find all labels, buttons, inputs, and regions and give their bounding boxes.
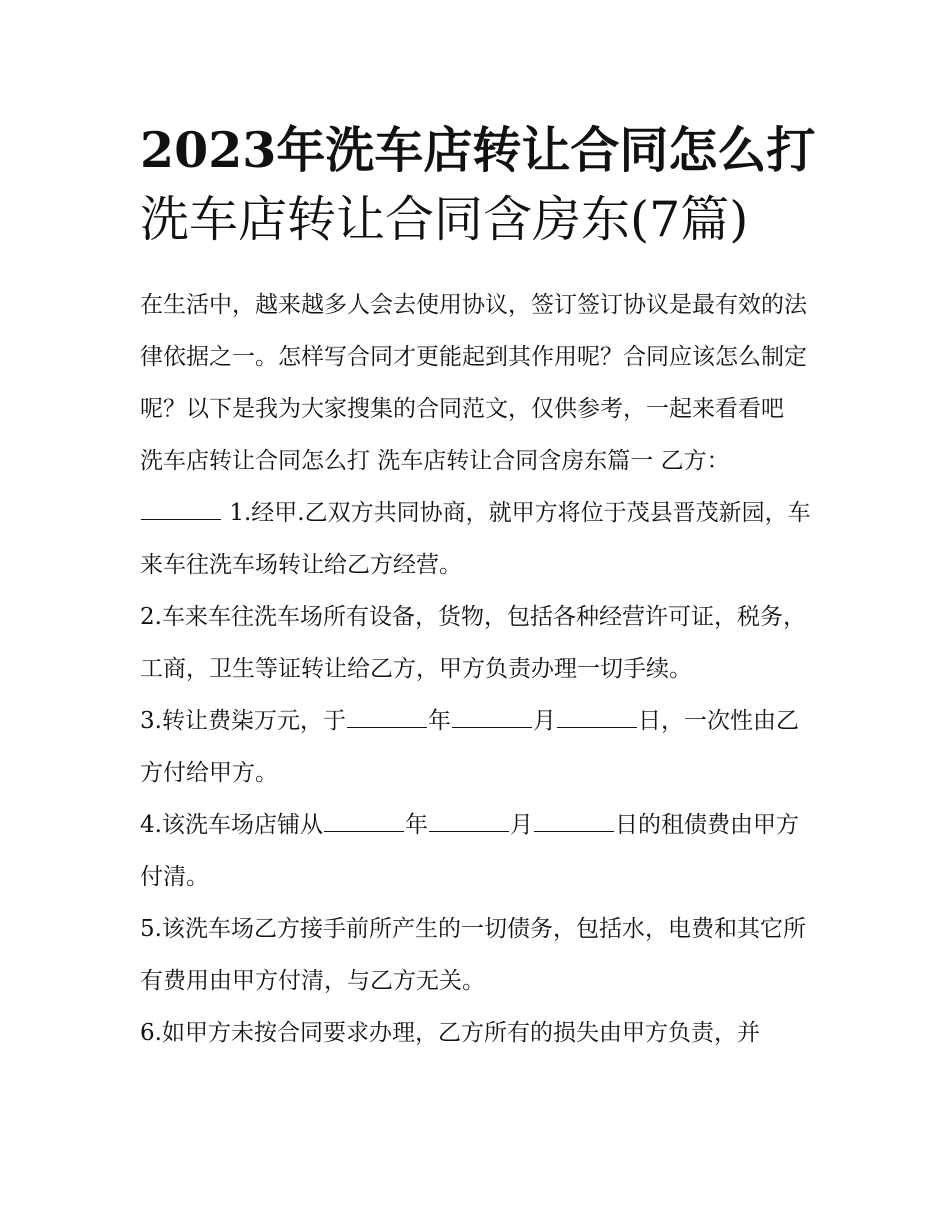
clause-1 <box>140 487 812 591</box>
clause-3 <box>140 695 812 799</box>
blank-line <box>452 704 532 728</box>
document-content <box>140 115 816 1059</box>
clause-3-month: 月 <box>532 708 556 734</box>
clause-4-text-start: 4.该洗车场店铺从 <box>140 812 323 838</box>
blank-line <box>557 704 637 728</box>
clause-3-text-start: 3.转让费柒万元，于 <box>140 708 346 734</box>
clause-4-year: 年 <box>404 812 428 838</box>
section-heading: 洗车店转让合同怎么打 洗车店转让合同含房东篇一 乙方： <box>140 448 730 474</box>
title-line-2: 洗车店转让合同含房东(7篇) <box>140 191 749 248</box>
blank-line <box>534 808 614 832</box>
blank-line <box>141 496 221 520</box>
document-body <box>140 279 812 1059</box>
blank-line <box>429 808 509 832</box>
clause-2: 2.车来车往洗车场所有设备，货物，包括各种经营许可证，税务，工商，卫生等证转让给乙方，甲方负责办理一切手续。 <box>140 604 806 682</box>
clause-4-text-end: 日的租债费由甲方付清。 <box>140 812 799 890</box>
intro-paragraph: 在生活中，越来越多人会去使用协议，签订签订协议是最有效的法律依据之一。怎样写合同才更能起到其作用呢？合同应该怎么制定呢？以下是我为大家搜集的合同范文，仅供参考，一起来看看吧 <box>140 292 807 422</box>
document-title <box>140 115 816 255</box>
clause-3-text-end: 日，一次性由乙方付给甲方。 <box>140 708 799 786</box>
clause-3-year: 年 <box>427 708 451 734</box>
title-line-1: 2023年洗车店转让合同怎么打 <box>140 121 816 179</box>
clause-6: 6.如甲方未按合同要求办理，乙方所有的损失由甲方负责，并 <box>140 1020 760 1046</box>
blank-line <box>347 704 427 728</box>
blank-line <box>324 808 404 832</box>
clause-4-month: 月 <box>509 812 533 838</box>
clause-5: 5.该洗车场乙方接手前所产生的一切债务，包括水，电费和其它所有费用由甲方付清，与乙方无关。 <box>140 916 806 994</box>
clause-1-text: 1.经甲.乙双方共同协商，就甲方将位于茂县晋茂新园，车来车往洗车场转让给乙方经营。 <box>140 500 811 578</box>
clause-4 <box>140 799 812 903</box>
